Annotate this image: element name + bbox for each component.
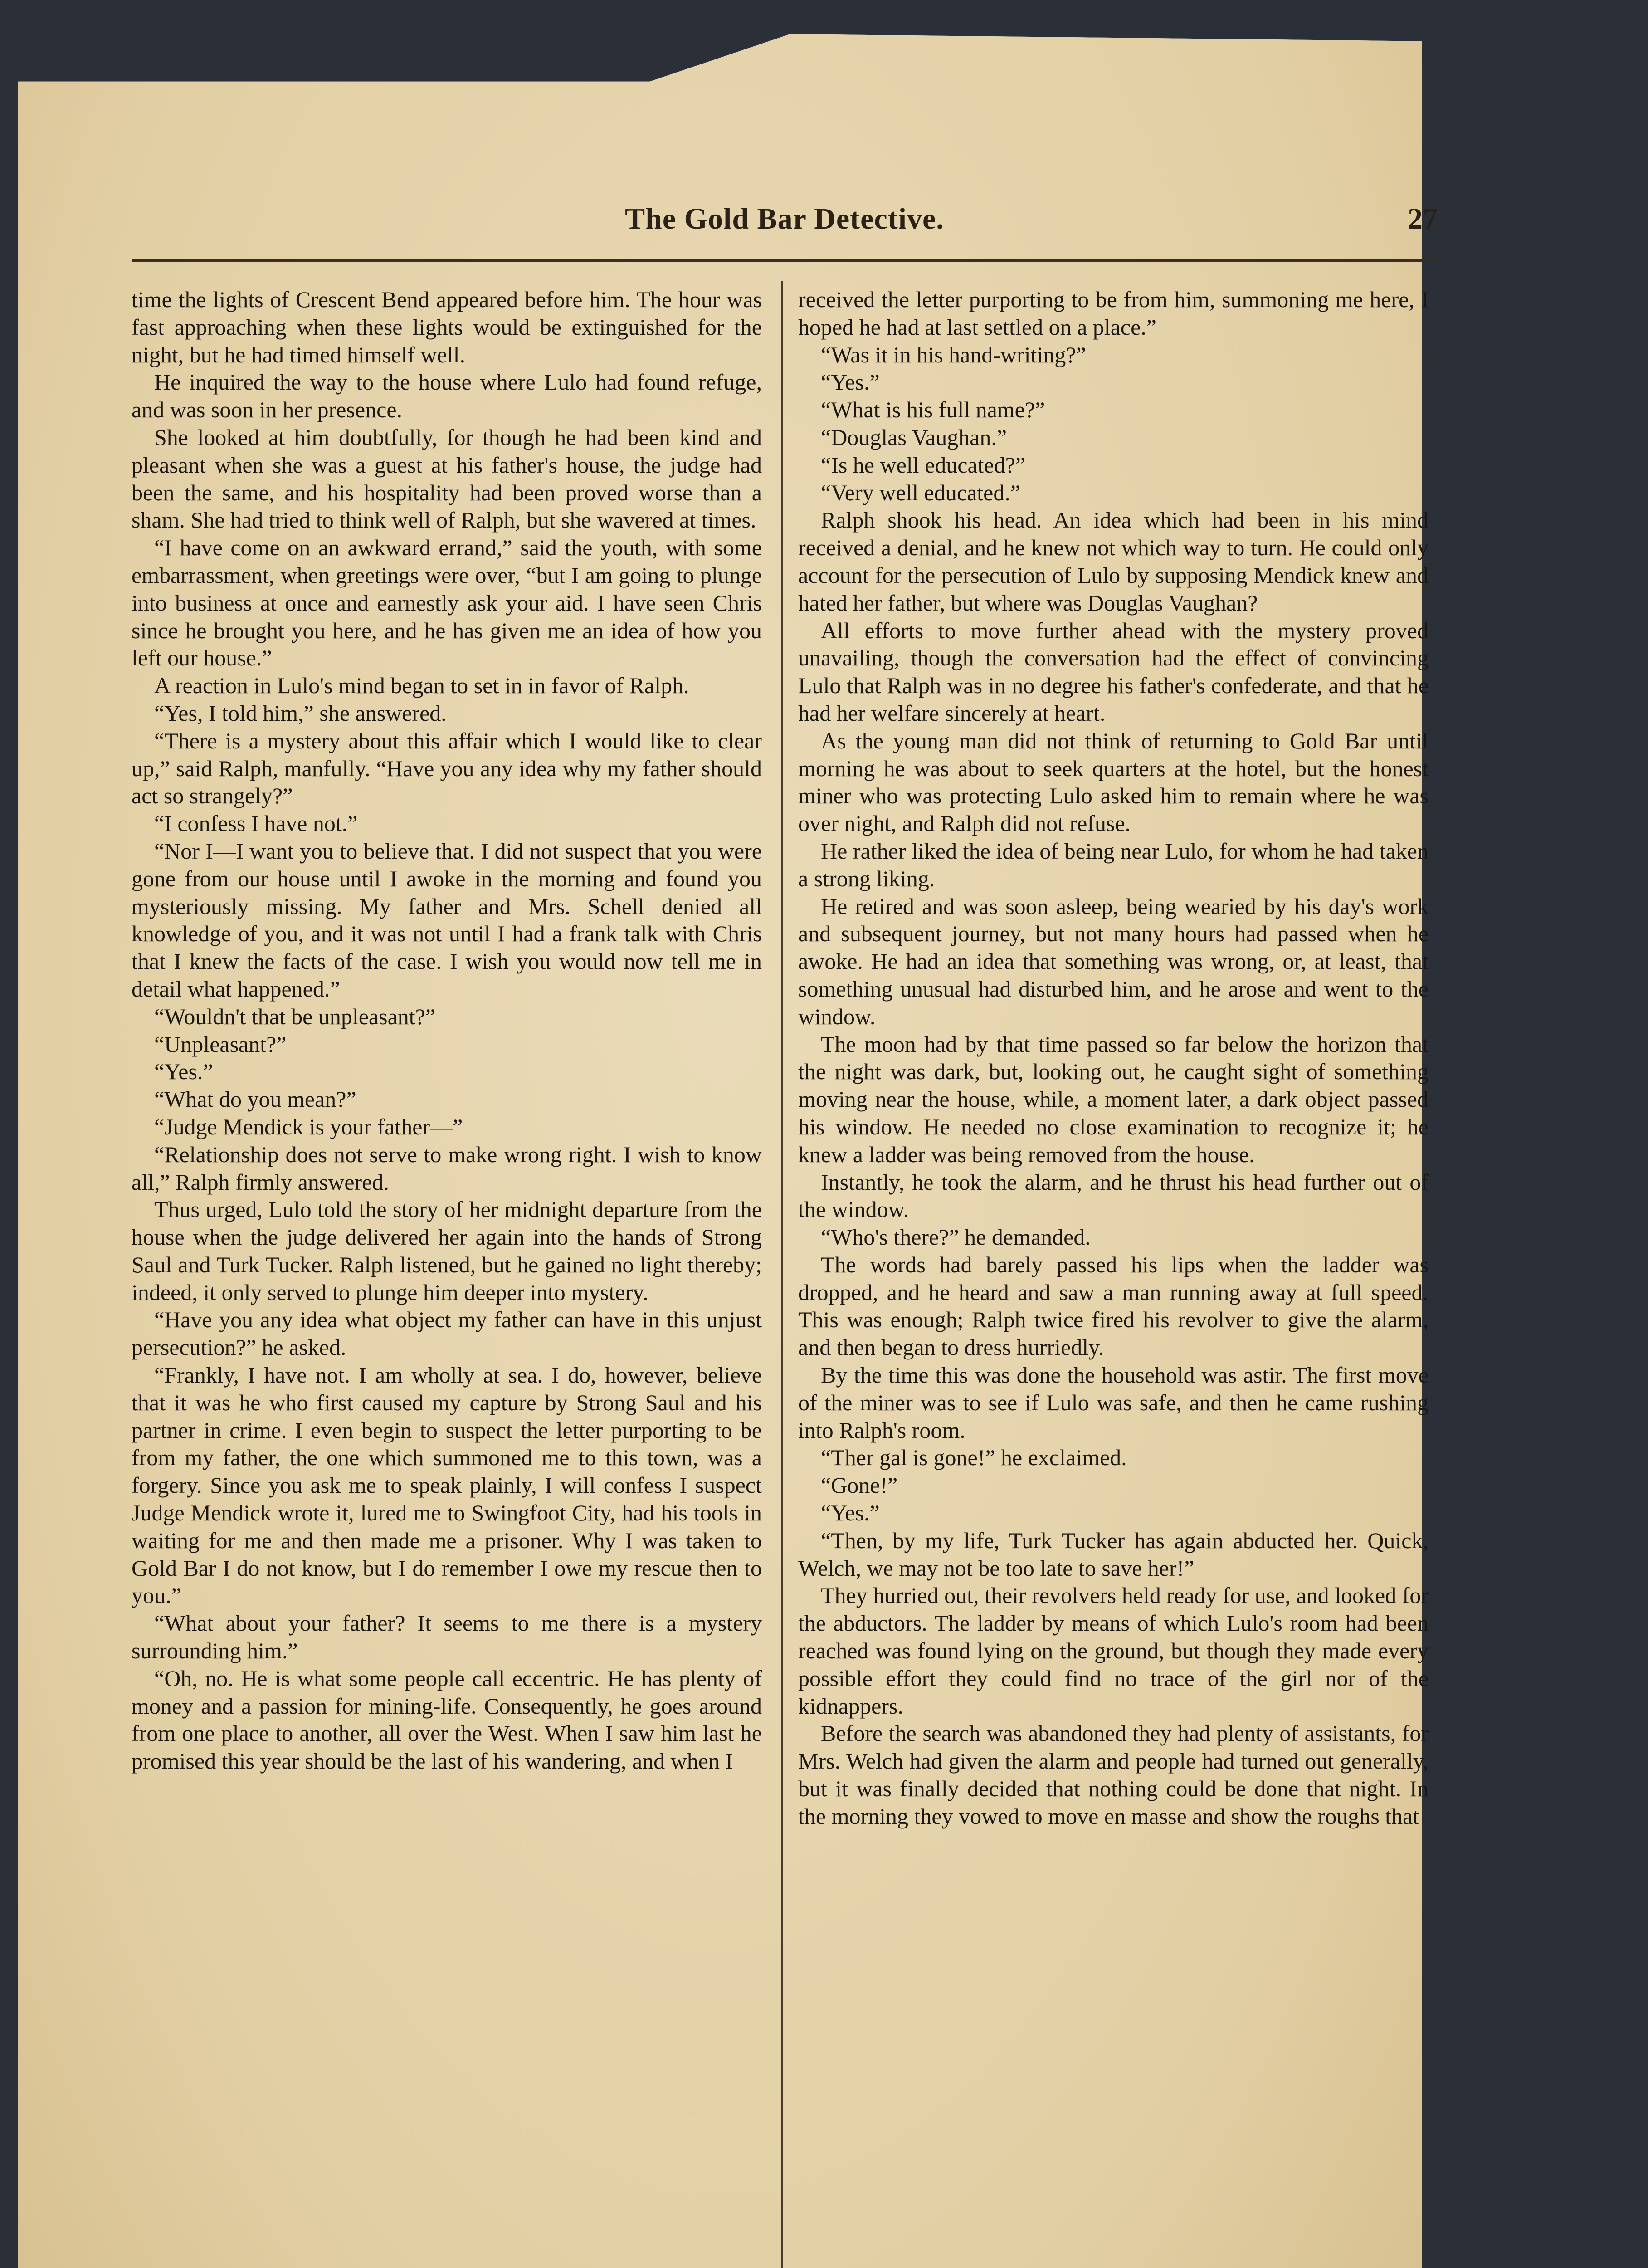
paragraph: “Douglas Vaughan.” xyxy=(821,424,1007,450)
paragraph: Ralph shook his head. An idea which had been in his mind received a denial, and he knew not which way to turn. He could only account for the persecution of Lulo by supposing Mendick knew and hated her father, but where was Douglas Vaughan? xyxy=(798,507,1429,616)
page-header xyxy=(132,202,1438,243)
paragraph: Instantly, he took the alarm, and he thrust his head further out of the window. xyxy=(798,1169,1429,1222)
paragraph: received the letter purporting to be from him, summoning me here, I hoped he had at last settled on a place.” xyxy=(798,287,1429,340)
left-column xyxy=(132,286,762,1775)
paragraph: “Was it in his hand-writing?” xyxy=(821,342,1086,367)
paragraph: He rather liked the idea of being near Lulo, for whom he had taken a strong liking. xyxy=(798,838,1429,891)
paragraph: “I have come on an awkward errand,” said the youth, with some embarrassment, when greetings were over, “but I am going to plunge into business at once and earnestly ask your aid. I have seen Chris since he brought you here, and he has given me an idea of how you left our house.” xyxy=(132,535,762,671)
paragraph: “Oh, no. He is what some people call eccentric. He has plenty of money and a passion for mining-life. Consequently, he goes around from one place to another, all over the West. When I saw him last he promised this year should be the last of his wandering, and when I xyxy=(132,1665,762,1774)
paragraph: “Judge Mendick is your father—” xyxy=(154,1114,463,1139)
paragraph: “What about your father? It seems to me there is a mystery surrounding him.” xyxy=(132,1610,762,1664)
running-title: The Gold Bar Detective. xyxy=(625,202,944,235)
paragraph: “Relationship does not serve to make wrong right. I wish to know all,” Ralph firmly answered. xyxy=(132,1141,762,1195)
paragraph: The moon had by that time passed so far below the horizon that the night was dark, but, looking out, he caught sight of something moving near the house, while, a moment later, a dark object passed his window. He needed no close examination to recognize it; he knew a ladder was being removed from the house. xyxy=(798,1031,1429,1167)
paragraph: He inquired the way to the house where Lulo had found refuge, and was soon in her presence. xyxy=(132,369,762,423)
paragraph: “What do you mean?” xyxy=(154,1086,356,1112)
paragraph: As the young man did not think of returning to Gold Bar until morning he was about to seek quarters at the hotel, but the honest miner who was protecting Lulo asked him to remain where he was over night, and Ralph did not refuse. xyxy=(798,728,1429,836)
column-divider xyxy=(781,281,783,2268)
paragraph: They hurried out, their revolvers held ready for use, and looked for the abductors. The ladder by means of which Lulo's room had been reached was found lying on the ground, but though they made every possible effort they could find no trace of the girl nor of the kidnappers. xyxy=(798,1583,1429,1719)
page-number: 27 xyxy=(1408,202,1438,235)
paragraph: Before the search was abandoned they had plenty of assistants, for Mrs. Welch had given the alarm and people had turned out generally, but it was finally decided that nothing could be done that night. In the morning they vowed to move en masse and show the roughs that xyxy=(798,1721,1429,1829)
paragraph: “Yes, I told him,” she answered. xyxy=(154,700,447,726)
paragraph: “Yes.” xyxy=(154,1059,213,1085)
paragraph: “I confess I have not.” xyxy=(154,811,358,836)
paragraph: “Gone!” xyxy=(821,1472,898,1498)
paragraph: “Who's there?” he demanded. xyxy=(821,1224,1091,1250)
paragraph: Thus urged, Lulo told the story of her midnight departure from the house when the judge delivered her again into the hands of Strong Saul and Turk Tucker. Ralph listened, but he gained no light thereby; indeed, it only served to plunge him deeper into mystery. xyxy=(132,1197,762,1305)
paragraph: “What is his full name?” xyxy=(821,397,1045,423)
header-rule xyxy=(132,259,1438,262)
paragraph: The words had barely passed his lips when the ladder was dropped, and he heard and saw a man running away at full speed. This was enough; Ralph twice fired his revolver to give the alarm, and then began to dress hurriedly. xyxy=(798,1251,1429,1360)
paragraph: “Wouldn't that be unpleasant?” xyxy=(154,1003,436,1029)
paragraph: “Yes.” xyxy=(821,1500,880,1526)
paragraph: “Is he well educated?” xyxy=(821,452,1026,478)
right-column xyxy=(798,286,1429,1830)
paragraph: “Have you any idea what object my father can have in this unjust persecution?” he asked. xyxy=(132,1307,762,1360)
paragraph: “Unpleasant?” xyxy=(154,1031,287,1057)
paragraph: time the lights of Crescent Bend appeared before him. The hour was fast approaching when these lights would be extinguished for the night, but he had timed himself well. xyxy=(132,287,762,367)
paragraph: “Ther gal is gone!” he exclaimed. xyxy=(821,1445,1127,1471)
paragraph: “Yes.” xyxy=(821,369,880,395)
paragraph: A reaction in Lulo's mind began to set in in favor of Ralph. xyxy=(154,673,689,699)
paragraph: “Very well educated.” xyxy=(821,479,1021,505)
paragraph: “There is a mystery about this affair which I would like to clear up,” said Ralph, manfully. “Have you any idea why my father should act so strangely?” xyxy=(132,728,762,809)
paragraph: “Then, by my life, Turk Tucker has again abducted her. Quick, Welch, we may not be too late to save her!” xyxy=(798,1527,1429,1581)
paragraph: All efforts to move further ahead with the mystery proved unavailing, though the conversation had the effect of convincing Lulo that Ralph was in no degree his father's confederate, and that he had her welfare sincerely at heart. xyxy=(798,617,1429,726)
paragraph: He retired and was soon asleep, being wearied by his day's work and subsequent journey, but not many hours had passed when he awoke. He had an idea that something was wrong, or, at least, that something unusual had disturbed him, and he arose and went to the window. xyxy=(798,893,1429,1029)
paragraph: “Frankly, I have not. I am wholly at sea. I do, however, believe that it was he who first caused my capture by Strong Saul and his partner in crime. I even begin to suspect the letter purporting to be from my father, the one which summoned me to this town, was a forgery. Since you ask me to speak plainly, I will confess I suspect Judge Mendick wrote it, lured me to Swingfoot City, had his tools in waiting for me and then made me a prisoner. Why I was taken to Gold Bar I do not know, but I do remember I owe my rescue then to you.” xyxy=(132,1362,762,1608)
paragraph: “Nor I—I want you to believe that. I did not suspect that you were gone from our house until I awoke in the morning and found you mysteriously missing. My father and Mrs. Schell denied all knowledge of you, and it was not until I had a frank talk with Chris that I knew the facts of the case. I wish you would now tell me in detail what happened.” xyxy=(132,838,762,1002)
paragraph: She looked at him doubtfully, for though he had been kind and pleasant when she was a guest at his father's house, the judge had been the same, and his hospitality had been proved worse than a sham. She had tried to think well of Ralph, but she wavered at times. xyxy=(132,424,762,533)
paragraph: By the time this was done the household was astir. The first move of the miner was to see if Lulo was safe, and then he came rushing into Ralph's room. xyxy=(798,1362,1429,1443)
